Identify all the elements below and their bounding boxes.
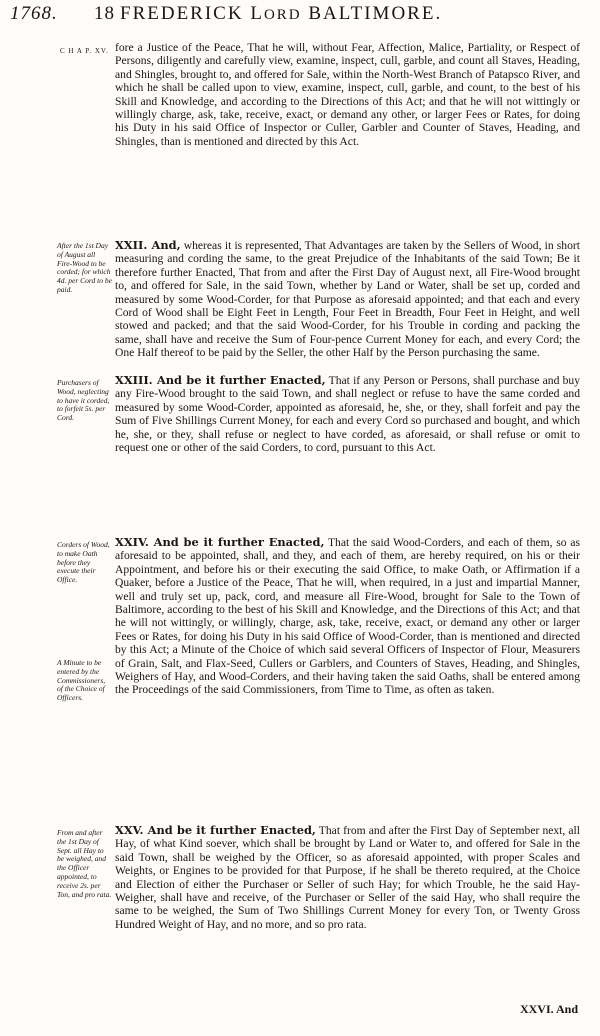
- margin-note-minute: A Minute to be entered by the Commissioners, of the Choice of Officers.: [57, 658, 106, 703]
- section-23: [115, 374, 580, 454]
- section-24-text: That the said Wood-Corders, and each of them, so as aforesaid to be appointed, shall, and they, and each of them, are hereby required, on his or their Appointment, and before his or their executing the said Office, to make Oath, or Affirmation if a Quaker, before a Justice of the Peace, That he will, when required, in a just and impartial Manner, well and truly set up, pack, cord, and measure all Fire-Wood, brought for Sale to the Town of Baltimore, according to the best of his Skill and Knowledge, and the Directions of this Act; and that he will not wittingly, or willingly, charge, ask, take, receive, exact, or demand any other or larger Fees or Rates, for doing his Duty in his said Office of Wood-Corder, than is mentioned and directed by this Act; a Minute of the Choice of which said several Officers of Inspector of Flour, Measurers of Grain, Salt, and Flax-Seed, Cullers or Garblers, and Counters of Staves, Heading, and Shingles, Weighers of Hay, and Wood-Corders, and their having taken the said Oaths, shall be entered among the Proceedings of the said Commissioners, from Time to Time, as often as taken.: [115, 536, 580, 697]
- margin-note-section-25: From and after the 1st Day of Sept. all Hay to be weighed, and the Officer appointed, to receive 2s. per Ton, and pro rata.: [57, 828, 112, 899]
- section-22: [115, 239, 580, 360]
- title-end: BALTIMORE.: [301, 3, 443, 24]
- margin-note-section-22: After the 1st Day of August all Fire-Wood to be corded; for which 4d. per Cord to be paid.: [57, 241, 112, 294]
- section-25: [115, 824, 580, 931]
- section-25-text: That from and after the First Day of September next, all Hay, of what Kind soever, which shall be brought by Land or Water to, and offered for Sale in the said Town, shall be weighed by the Officer, so as aforesaid appointed, with proper Scales and Weights, or Engines to be provided for that Purpose, if he shall be thereto required, at the Choice and Election of either the Purchaser or Seller of such Hay; for which Trouble, he the said Hay-Weigher, shall have and receive, of the Purchaser or Seller of the said Hay, who shall require the same to be weighed, the Sum of Two Shillings Current Money for every Ton, or Twenty Gross Hundred Weight of Hay, and no more, and so pro rata.: [115, 824, 580, 931]
- section-25-heading: XXV. And be it further Enacted,: [115, 823, 316, 837]
- title-small: ORD: [263, 7, 302, 23]
- section-22-text: whereas it is represented, That Advantages are taken by the Sellers of Wood, in short measuring and cording the same, to the great Prejudice of the Inhabitants of the said Town; Be it therefore further Enacted, That from and after the First Day of August next, all Fire-Wood brought to, and offered for Sale, in the said Town, whether by Land or Water, shall be set up, corded and measured by some Wood-Corder, for that Purpose as aforesaid appointed; and that each and every Cord of Wood shall be Eight Feet in Length, Four Feet in Breadth, Four Feet in Height, and well stowed and packed; and that the said Wood-Corder, for his Trouble in cording and packing the same, shall have and receive the Sum of Four-pence Current Money for each, and every Cord; the One Half thereof to be paid by the Seller, the other Half by the Person purchasing the same.: [115, 239, 580, 360]
- section-22-heading: XXII. And,: [115, 238, 181, 252]
- margin-note-section-24: Corders of Wood, to make Oath before they execute their Office.: [57, 540, 110, 585]
- page-header: [10, 3, 590, 31]
- catchword: XXVI. And: [519, 1002, 578, 1016]
- section-24-heading: XXIV. And be it further Enacted,: [115, 535, 325, 549]
- title-main: FREDERICK L: [120, 3, 264, 24]
- section-23-heading: XXIII. And be it further Enacted,: [115, 373, 326, 387]
- section-24: [115, 536, 580, 697]
- margin-note-section-23: Purchasers of Wood, neglecting to have it corded, to forfeit 5s. per Cord.: [57, 378, 110, 423]
- paragraph-continuation: fore a Justice of the Peace, That he will, without Fear, Affection, Malice, Partiality, or Respect of Persons, diligently and carefully view, examine, inspect, cull, garble, and count all Staves, Heading, and Shingles, brought to, and offered for Sale, within the North-West Branch of Patapsco River, and which he shall be called upon to view, examine, inspect, cull, garble, and count, to the best of his Skill and Knowledge, and according to the Directions of this Act; and that he will not wittingly or willingly charge, ask, take, receive, exact, or demand any other, or larger Fees or Rates, for doing his Duty in his said Office of Inspector or Culler, Garbler and Counter of Staves, Heading, and Shingles, than is mentioned and directed by this Act.: [115, 41, 580, 148]
- running-title: [120, 3, 442, 25]
- chapter-marker: C H A P. XV.: [60, 47, 109, 55]
- section-23-text: That if any Person or Persons, shall purchase and buy any Fire-Wood brought to the said Town, and shall neglect or refuse to have the same corded and measured by some Wood-Corder, appointed as aforesaid, he, she, or they, shall forfeit and pay the Sum of Five Shillings Current Money, for each and every Cord so purchased and bought, and which he, she, or they, shall refuse or neglect to have corded, as aforesaid, or shall refuse or omit to request one or other of the said Corders, to cord, pursuant to this Act.: [115, 374, 581, 455]
- header-year: 1768.: [10, 3, 58, 24]
- page-number: 18: [94, 3, 115, 24]
